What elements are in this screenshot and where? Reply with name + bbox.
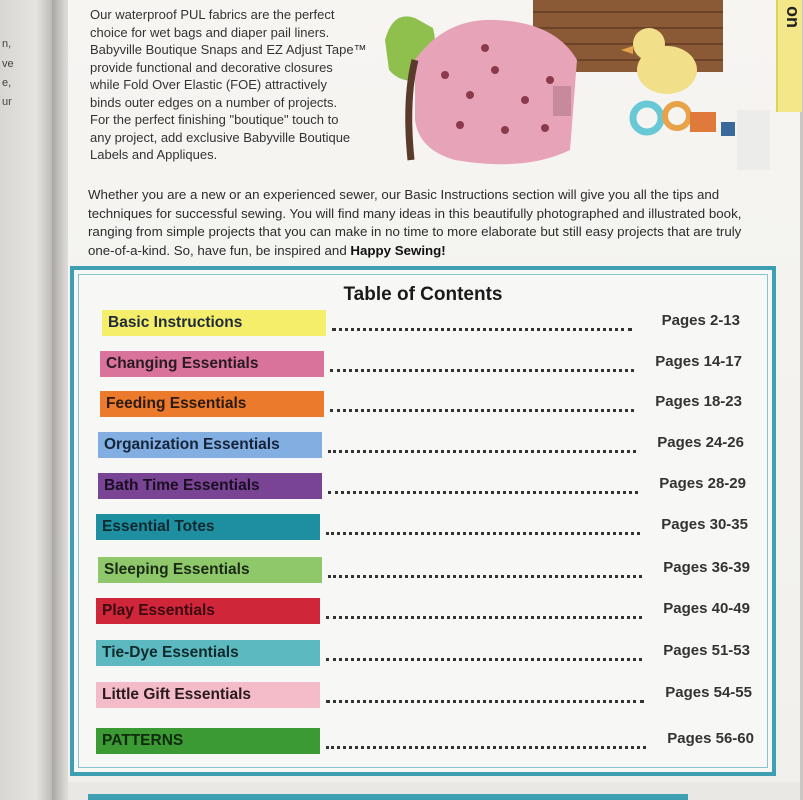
left-page-fragment: ur (2, 96, 12, 108)
left-page-edge (0, 0, 52, 800)
toc-row (96, 682, 772, 708)
toc-section-label: Changing Essentials (100, 351, 324, 377)
toc-section-label: Sleeping Essentials (98, 557, 322, 583)
toc-row (98, 432, 772, 458)
toc-page-range: Pages 36-39 (663, 559, 750, 576)
intro-line: choice for wet bags and diaper pail liners. (90, 24, 330, 40)
intro-line: while Fold Over Elastic (FOE) attractively (90, 77, 327, 92)
toc-section-label: Essential Totes (96, 514, 320, 540)
toc-page-range: Pages 18-23 (655, 393, 742, 410)
toc-row (98, 473, 772, 499)
intro-line: For the perfect finishing "boutique" touch to (90, 112, 339, 127)
toc-section-label: Feeding Essentials (100, 391, 324, 417)
intro-line: Babyville Boutique Snaps and EZ Adjust Tape™ (90, 42, 367, 57)
left-page-fragment: ve (2, 58, 14, 70)
toc-row (96, 640, 772, 666)
happy-sewing-text: Happy Sewing! (350, 242, 446, 258)
toc-leader-dots (332, 326, 632, 331)
intro-text (90, 6, 390, 164)
toc-section-label: Tie-Dye Essentials (96, 640, 320, 666)
toc-leader-dots (328, 489, 638, 494)
toc-page-range: Pages 2-13 (661, 312, 740, 329)
paragraph-text: Whether you are a new or an experienced sewer, our Basic Instructions section will give you all the tips and techniques for successful sewing. You will find many ideas in this beautifully photographed and illustrated book, ranging from simple projects that you can make in no time to more elaborate but still easy projects that are truly one-of-a-kind. So, have fun, be inspired and (88, 187, 742, 258)
toc-leader-dots (330, 407, 634, 412)
toc-leader-dots (326, 614, 642, 619)
toc-section-label: Bath Time Essentials (98, 473, 322, 499)
intro-line: Our waterproof PUL fabrics are the perfect (90, 7, 335, 22)
toc-page-range: Pages 30-35 (661, 516, 748, 533)
toc-leader-dots (330, 367, 634, 372)
next-section-hint (88, 794, 688, 800)
toc-section-label: Little Gift Essentials (96, 682, 320, 708)
intro-line: Labels and Appliques. (90, 147, 218, 162)
toc-leader-dots (326, 698, 644, 703)
intro-line: binds outer edges on a number of projects. (90, 94, 338, 110)
intro-paragraph (88, 186, 753, 260)
left-page-fragment: e, (2, 77, 12, 89)
toc-row (96, 728, 772, 754)
toc-row (96, 598, 772, 624)
left-page-fragment: n, (2, 38, 12, 50)
toc-page-range: Pages 40-49 (663, 600, 750, 617)
toc-row (100, 391, 772, 417)
toc-page-range: Pages 28-29 (659, 475, 746, 492)
toc-page-range: Pages 54-55 (665, 684, 752, 701)
intro-line: any project, add exclusive Babyville Boutique (90, 129, 351, 145)
toc-page-range: Pages 56-60 (667, 730, 754, 747)
intro-line: provide functional and decorative closures (90, 59, 333, 75)
toc-row (100, 351, 772, 377)
toc-page-range: Pages 51-53 (663, 642, 750, 659)
page-bottom-edge (68, 782, 800, 800)
toc-leader-dots (326, 744, 646, 749)
toc-leader-dots (328, 448, 636, 453)
toc-title: Table of Contents (343, 284, 503, 305)
toc-row (98, 557, 772, 583)
toc-row (96, 514, 772, 540)
toc-page-range: Pages 24-26 (657, 434, 744, 451)
toc-section-label: Play Essentials (96, 598, 320, 624)
toc-leader-dots (328, 573, 642, 578)
toc-section-label: Organization Essentials (98, 432, 322, 458)
toc-section-label: PATTERNS (96, 728, 320, 754)
right-tab-text: on (783, 6, 803, 28)
right-tab (776, 0, 802, 112)
toc-page-range: Pages 14-17 (655, 353, 742, 370)
toc-leader-dots (326, 530, 640, 535)
toc-section-label: Basic Instructions (102, 310, 326, 336)
baby-products-photo (385, 0, 770, 175)
toc-row (102, 310, 772, 336)
table-of-contents (70, 266, 776, 776)
toc-leader-dots (326, 656, 642, 661)
